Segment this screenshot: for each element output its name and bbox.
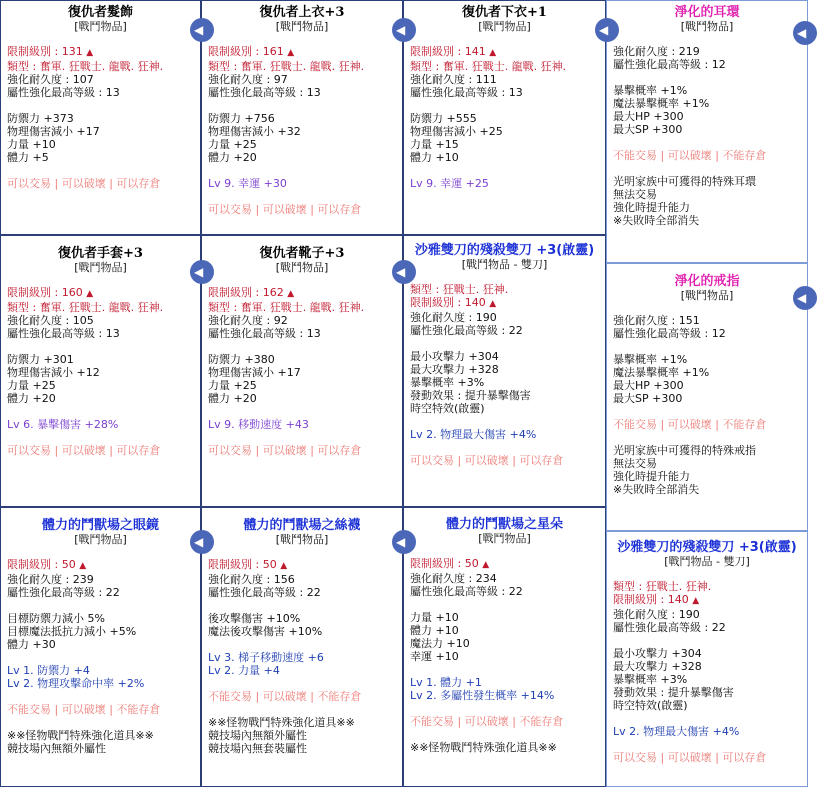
durability: 強化耐久度 : 234 <box>410 572 497 585</box>
durability: 強化耐久度 : 190 <box>410 311 497 324</box>
durability: 強化耐久度 : 190 <box>613 608 700 621</box>
trade-status: 不能交易 | 可以破壞 | 不能存倉 <box>208 690 362 703</box>
item-card-purified-earring <box>599 0 808 263</box>
stat-line: 防禦力 +373 <box>7 112 74 125</box>
class-type: 類型 : 奮軍. 狂戰士. 龍戰. 狂神. <box>7 60 164 73</box>
level-requirement: 限制級別 : 140 ▲ <box>410 296 497 309</box>
description-line: ※※怪物戰鬥特殊強化道具※※ <box>208 716 355 729</box>
stat-line: 體力 +20 <box>208 392 257 405</box>
trade-status: 可以交易 | 可以破壞 | 可以存倉 <box>7 177 161 190</box>
stat-line: 物理傷害減小 +17 <box>208 366 301 379</box>
stat-line: 最大HP +300 <box>613 110 684 123</box>
durability: 強化耐久度 : 92 <box>208 314 288 327</box>
stat-line: 目標魔法抵抗力減小 +5% <box>7 625 137 638</box>
stat-line: 防禦力 +756 <box>208 112 275 125</box>
item-category: [戰鬥物品 - 雙刀] <box>461 258 548 271</box>
stat-line: 物理傷害減小 +25 <box>410 125 503 138</box>
red-triangle-icon: ▲ <box>280 561 288 571</box>
trade-status: 不能交易 | 可以破壞 | 不能存倉 <box>410 715 564 728</box>
bonus-line: Lv 9. 幸運 +25 <box>410 177 489 190</box>
level-requirement: 限制級別 : 160 ▲ <box>7 286 94 299</box>
stat-line: 體力 +20 <box>208 151 257 164</box>
stat-line: 發動效果 : 提升暴擊傷害 <box>410 389 531 402</box>
stat-line: 最小攻擊力 +304 <box>613 647 702 660</box>
red-triangle-icon: ▲ <box>79 561 87 571</box>
stat-line: 物理傷害減小 +12 <box>7 366 100 379</box>
max-enhance-level: 屬性強化最高等級 : 13 <box>410 86 523 99</box>
red-triangle-icon: ▲ <box>287 289 295 299</box>
item-title: 體力的鬥獸場之絲襪 <box>243 518 361 533</box>
description-line: 無法交易 <box>613 457 657 470</box>
stat-line: 暴擊概率 +3% <box>410 376 485 389</box>
collapse-arrow-icon[interactable]: ◀ <box>793 286 817 310</box>
trade-status: 可以交易 | 可以破壞 | 可以存倉 <box>7 444 161 457</box>
stat-line: 時空特效(啟靈) <box>613 699 688 712</box>
class-type: 類型 : 奮軍. 狂戰士. 龍戰. 狂神. <box>208 301 365 314</box>
item-title: 沙雅雙刀的殘殺雙刀 +3(啟靈) <box>617 540 797 555</box>
durability: 強化耐久度 : 151 <box>613 314 700 327</box>
durability: 強化耐久度 : 239 <box>7 573 94 586</box>
description-line: ※※怪物戰鬥特殊強化道具※※ <box>410 741 557 754</box>
item-category: [戰鬥物品] <box>74 261 127 274</box>
red-triangle-icon: ▲ <box>692 596 700 606</box>
stat-line: 防禦力 +555 <box>410 112 477 125</box>
description-line: 無法交易 <box>613 188 657 201</box>
max-enhance-level: 屬性強化最高等級 : 22 <box>613 621 726 634</box>
class-type: 類型 : 狂戰士. 狂神. <box>410 283 509 296</box>
collapse-arrow-icon[interactable]: ◀ <box>190 18 214 42</box>
max-enhance-level: 屬性強化最高等級 : 22 <box>410 585 523 598</box>
bonus-line: Lv 6. 暴擊傷害 +28% <box>7 418 119 431</box>
item-title: 淨化的耳環 <box>674 5 740 20</box>
class-type: 類型 : 奮軍. 狂戰士. 龍戰. 狂神. <box>7 301 164 314</box>
stat-line: 最大攻擊力 +328 <box>410 363 499 376</box>
level-requirement: 限制級別 : 131 ▲ <box>7 45 94 58</box>
class-type: 類型 : 奮軍. 狂戰士. 龍戰. 狂神. <box>208 60 365 73</box>
stat-line: 幸運 +10 <box>410 650 459 663</box>
description-line: ※※怪物戰鬥特殊強化道具※※ <box>7 729 154 742</box>
trade-status: 可以交易 | 可以破壞 | 可以存倉 <box>208 444 362 457</box>
stat-line: 體力 +5 <box>7 151 49 164</box>
item-card-avenger-bottom <box>396 0 606 235</box>
durability: 強化耐久度 : 156 <box>208 573 295 586</box>
stat-line: 體力 +30 <box>7 638 56 651</box>
item-category: [戰鬥物品] <box>680 289 734 302</box>
red-triangle-icon: ▲ <box>482 560 490 570</box>
stat-line: 體力 +10 <box>410 151 459 164</box>
item-category: [戰鬥物品 - 雙刀] <box>664 555 750 568</box>
class-type: 類型 : 狂戰士. 狂神. <box>613 580 712 593</box>
item-title: 沙雅雙刀的殘殺雙刀 +3(啟靈) <box>414 243 595 258</box>
collapse-arrow-icon[interactable]: ◀ <box>392 530 416 554</box>
item-title: 體力的鬥獸場之星朵 <box>445 517 563 532</box>
max-enhance-level: 屬性強化最高等級 : 13 <box>7 327 120 340</box>
bonus-line: Lv 2. 力量 +4 <box>208 664 280 677</box>
item-title: 體力的鬥獸場之眼鏡 <box>41 518 159 533</box>
max-enhance-level: 屬性強化最高等級 : 22 <box>208 586 321 599</box>
trade-status: 可以交易 | 可以破壞 | 可以存倉 <box>613 751 767 764</box>
description-line: ※失敗時全部消失 <box>613 483 700 496</box>
item-title: 復仇者下衣+1 <box>462 5 547 20</box>
item-title: 復仇者髮飾 <box>67 5 133 20</box>
trade-status: 不能交易 | 可以破壞 | 不能存倉 <box>613 418 767 431</box>
stat-line: 目標防禦力減小 5% <box>7 612 105 625</box>
bonus-line: Lv 2. 物理攻擊命中率 +2% <box>7 677 145 690</box>
collapse-arrow-icon[interactable]: ◀ <box>793 21 817 45</box>
item-card-avenger-top <box>194 0 403 235</box>
max-enhance-level: 屬性強化最高等級 : 12 <box>613 58 726 71</box>
stat-line: 時空特效(啟靈) <box>410 402 485 415</box>
stat-line: 魔法暴擊概率 +1% <box>613 97 710 110</box>
stat-line: 最大攻擊力 +328 <box>613 660 702 673</box>
bonus-line: Lv 2. 物理最大傷害 +4% <box>613 725 740 738</box>
bonus-line: Lv 9. 幸運 +30 <box>208 177 287 190</box>
level-requirement: 限制級別 : 162 ▲ <box>208 286 295 299</box>
level-requirement: 限制級別 : 50 ▲ <box>208 558 288 571</box>
stat-line: 力量 +10 <box>410 611 459 624</box>
stat-line: 力量 +25 <box>208 138 257 151</box>
description-line: 強化時提升能力 <box>613 201 690 214</box>
stat-line: 物理傷害減小 +17 <box>7 125 100 138</box>
red-triangle-icon: ▲ <box>86 289 94 299</box>
item-category: [戰鬥物品] <box>478 20 531 33</box>
description-line: 競技場內無額外屬性 <box>7 742 106 755</box>
trade-status: 可以交易 | 可以破壞 | 可以存倉 <box>410 454 564 467</box>
red-triangle-icon: ▲ <box>86 48 94 58</box>
bonus-line: Lv 1. 防禦力 +4 <box>7 664 90 677</box>
item-card-avenger-gloves <box>0 235 201 507</box>
trade-status: 不能交易 | 可以破壞 | 不能存倉 <box>613 149 767 162</box>
durability: 強化耐久度 : 105 <box>7 314 94 327</box>
stat-line: 魔法力 +10 <box>410 637 470 650</box>
stat-line: 力量 +15 <box>410 138 459 151</box>
item-category: [戰鬥物品] <box>680 20 734 33</box>
stat-line: 暴擊概率 +3% <box>613 673 688 686</box>
stat-line: 力量 +25 <box>208 379 257 392</box>
collapse-arrow-icon[interactable]: ◀ <box>392 18 416 42</box>
item-card-purified-ring <box>606 263 808 531</box>
stat-line: 發動效果 : 提升暴擊傷害 <box>613 686 734 699</box>
bonus-line: Lv 3. 梯子移動速度 +6 <box>208 651 324 664</box>
description-line: ※失敗時全部消失 <box>613 214 700 227</box>
item-category: [戰鬥物品] <box>478 532 531 545</box>
max-enhance-level: 屬性強化最高等級 : 13 <box>7 86 120 99</box>
stat-line: 暴擊概率 +1% <box>613 353 688 366</box>
max-enhance-level: 屬性強化最高等級 : 22 <box>7 586 120 599</box>
item-title: 復仇者靴子+3 <box>259 246 345 261</box>
class-type: 類型 : 奮軍. 狂戰士. 龍戰. 狂神. <box>410 60 567 73</box>
level-requirement: 限制級別 : 50 ▲ <box>410 557 490 570</box>
collapse-arrow-icon[interactable]: ◀ <box>392 260 416 284</box>
collapse-arrow-icon[interactable]: ◀ <box>190 260 214 284</box>
stat-line: 防禦力 +380 <box>208 353 275 366</box>
description-line: 競技場內無額外屬性 <box>208 729 307 742</box>
stat-line: 物理傷害減小 +32 <box>208 125 301 138</box>
level-requirement: 限制級別 : 141 ▲ <box>410 45 497 58</box>
trade-status: 不能交易 | 可以破壞 | 不能存倉 <box>7 703 161 716</box>
item-category: [戰鬥物品] <box>275 261 329 274</box>
durability: 強化耐久度 : 97 <box>208 73 288 86</box>
stat-line: 最大HP +300 <box>613 379 684 392</box>
stat-line: 力量 +25 <box>7 379 56 392</box>
item-card-dual-blades-2 <box>606 531 808 787</box>
bonus-line: Lv 1. 體力 +1 <box>410 676 482 689</box>
stat-line: 最大SP +300 <box>613 392 683 405</box>
durability: 強化耐久度 : 111 <box>410 73 497 86</box>
stat-line: 魔法後攻擊傷害 +10% <box>208 625 323 638</box>
level-requirement: 限制級別 : 161 ▲ <box>208 45 295 58</box>
durability: 強化耐久度 : 107 <box>7 73 94 86</box>
stat-line: 暴擊概率 +1% <box>613 84 688 97</box>
stat-line: 力量 +10 <box>7 138 56 151</box>
item-card-arena-glasses <box>0 507 201 787</box>
item-card-avenger-hair <box>0 0 201 235</box>
stat-line: 後攻擊傷害 +10% <box>208 612 301 625</box>
description-line: 強化時提升能力 <box>613 470 690 483</box>
max-enhance-level: 屬性強化最高等級 : 13 <box>208 86 321 99</box>
red-triangle-icon: ▲ <box>489 48 497 58</box>
item-card-dual-blades-1 <box>396 235 606 507</box>
level-requirement: 限制級別 : 140 ▲ <box>613 593 700 606</box>
item-card-arena-earrings <box>396 507 606 787</box>
level-requirement: 限制級別 : 50 ▲ <box>7 558 87 571</box>
red-triangle-icon: ▲ <box>489 299 497 309</box>
stat-line: 體力 +10 <box>410 624 459 637</box>
bonus-line: Lv 9. 移動速度 +43 <box>208 418 309 431</box>
description-line: 光明家族中可獲得的特殊耳環 <box>613 175 756 188</box>
max-enhance-level: 屬性強化最高等級 : 22 <box>410 324 523 337</box>
collapse-arrow-icon[interactable]: ◀ <box>190 530 214 554</box>
stat-line: 防禦力 +301 <box>7 353 74 366</box>
item-title: 淨化的戒指 <box>674 274 740 289</box>
stat-line: 魔法暴擊概率 +1% <box>613 366 710 379</box>
bonus-line: Lv 2. 物理最大傷害 +4% <box>410 428 537 441</box>
item-card-arena-stockings <box>194 507 403 787</box>
max-enhance-level: 屬性強化最高等級 : 12 <box>613 327 726 340</box>
stat-line: 最小攻擊力 +304 <box>410 350 499 363</box>
description-line: 光明家族中可獲得的特殊戒指 <box>613 444 756 457</box>
durability: 強化耐久度 : 219 <box>613 45 700 58</box>
item-card-avenger-boots <box>194 235 403 507</box>
item-category: [戰鬥物品] <box>275 20 329 33</box>
stat-line: 最大SP +300 <box>613 123 683 136</box>
item-category: [戰鬥物品] <box>74 533 127 546</box>
bonus-line: Lv 2. 多屬性發生概率 +14% <box>410 689 555 702</box>
item-category: [戰鬥物品] <box>74 20 127 33</box>
max-enhance-level: 屬性強化最高等級 : 13 <box>208 327 321 340</box>
stat-line: 體力 +20 <box>7 392 56 405</box>
trade-status: 可以交易 | 可以破壞 | 可以存倉 <box>208 203 362 216</box>
red-triangle-icon: ▲ <box>287 48 295 58</box>
description-line: 競技場內無套裝屬性 <box>208 742 307 755</box>
collapse-arrow-icon[interactable]: ◀ <box>595 18 619 42</box>
item-title: 復仇者手套+3 <box>58 246 143 261</box>
item-title: 復仇者上衣+3 <box>259 5 345 20</box>
item-category: [戰鬥物品] <box>275 533 329 546</box>
